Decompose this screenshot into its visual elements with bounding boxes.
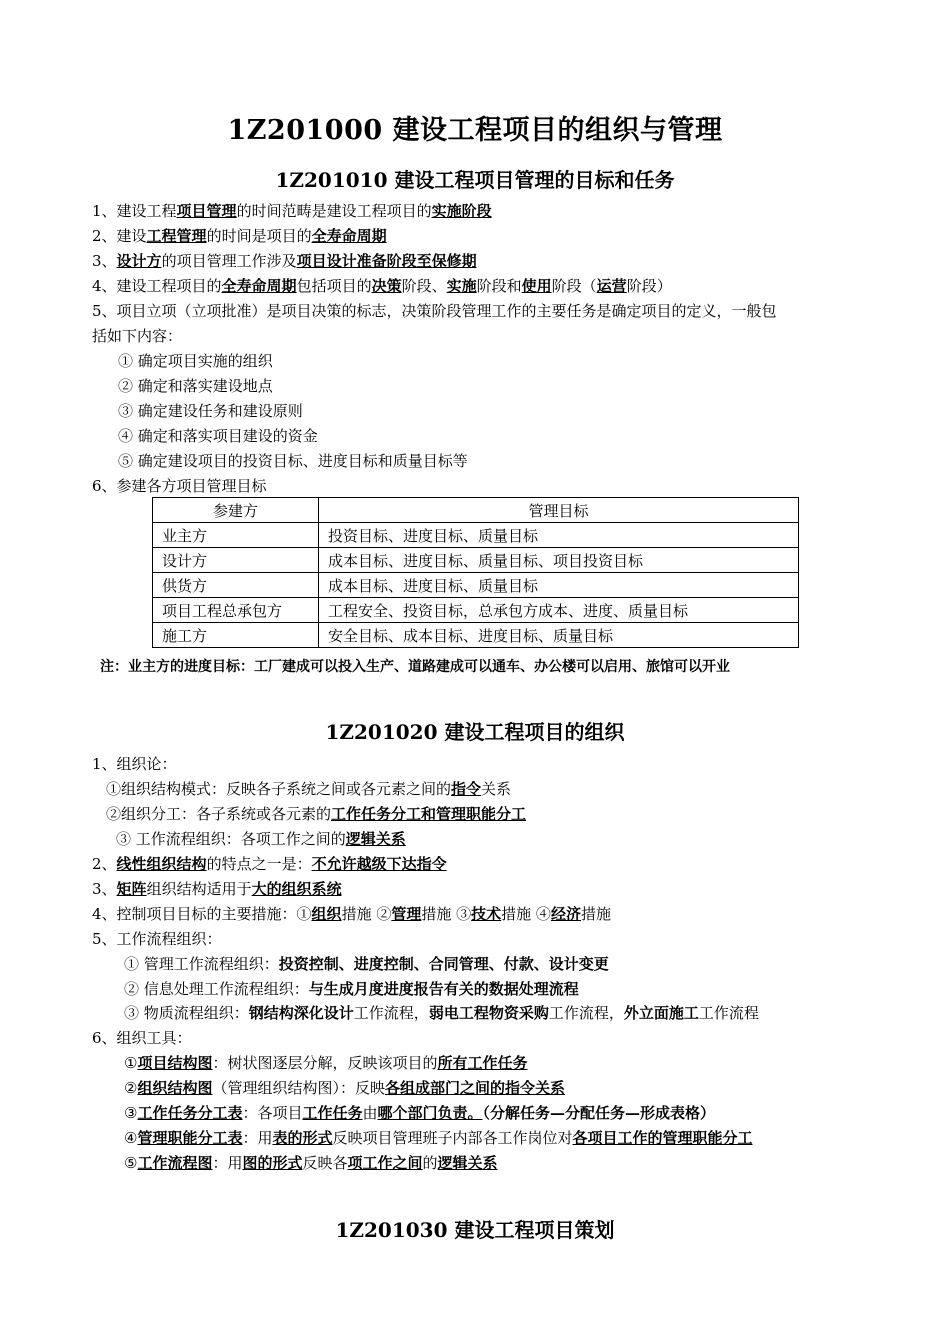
table-cell: 工程安全、投资目标，总承包方成本、进度、质量目标 — [319, 598, 799, 623]
org-point-6: 6、组织工具： — [92, 1029, 192, 1047]
list-item: ④ 确定和落实项目建设的资金 — [118, 427, 318, 445]
point-1: 1、建设工程项目管理的时间范畴是建设工程项目的实施阶段 — [92, 202, 492, 220]
table-row — [153, 548, 799, 573]
org-point-5: 5、工作流程组织： — [92, 930, 222, 948]
list-item: ⑤ 确定建设项目的投资目标、进度目标和质量目标等 — [118, 452, 468, 470]
table-cell: 设计方 — [153, 548, 319, 573]
document-title: 1Z201000 建设工程项目的组织与管理 — [227, 115, 723, 146]
table-cell: 供货方 — [153, 573, 319, 598]
table-cell: 成本目标、进度目标、质量目标、项目投资目标 — [319, 548, 799, 573]
list-item: ① 确定项目实施的组织 — [118, 352, 273, 370]
section-heading-1z201030: 1Z201030 建设工程项目策划 — [335, 1218, 615, 1242]
org-point-2: 2、线性组织结构的特点之一是：不允许越级下达指令 — [92, 855, 447, 873]
point-5-line-1: 5、项目立项（立项批准）是项目决策的标志，决策阶段管理工作的主要任务是确定项目的定义，一般包 — [92, 302, 777, 320]
table-cell: 投资目标、进度目标、质量目标 — [319, 523, 799, 548]
table-cell: 项目工程总承包方 — [153, 598, 319, 623]
org-point-4: 4、控制项目目标的主要措施：①组织措施 ②管理措施 ③技术措施 ④经济措施 — [92, 905, 611, 923]
column-header: 参建方 — [153, 498, 319, 523]
org-point-6-1: ①项目结构图：树状图逐层分解，反映该项目的所有工作任务 — [124, 1054, 528, 1072]
org-point-6-4: ④管理职能分工表：用表的形式反映项目管理班子内部各工作岗位对各项目工作的管理职能分工 — [124, 1129, 753, 1147]
table-row — [153, 598, 799, 623]
owner-progress-note: 注：业主方的进度目标：工厂建成可以投入生产、道路建成可以通车、办公楼可以启用、旅馆可以开业 — [100, 659, 730, 675]
point-5-line-2: 括如下内容： — [92, 327, 183, 345]
org-point-3: 3、矩阵组织结构适用于大的组织系统 — [92, 880, 342, 898]
table-cell: 成本目标、进度目标、质量目标 — [319, 573, 799, 598]
list-item: ② 确定和落实建设地点 — [118, 377, 273, 395]
point-3: 3、设计方的项目管理工作涉及项目设计准备阶段至保修期 — [92, 252, 477, 270]
table-cell: 安全目标、成本目标、进度目标、质量目标 — [319, 623, 799, 648]
org-point-1: 1、组织论： — [92, 755, 177, 773]
section-heading-1z201020: 1Z201020 建设工程项目的组织 — [325, 720, 625, 744]
table-row — [153, 573, 799, 598]
point-4: 4、建设工程项目的全寿命周期包括项目的决策阶段、实施阶段和使用阶段（运营阶段） — [92, 277, 672, 295]
org-point-1-1: ①组织结构模式：反映各子系统之间或各元素之间的指令关系 — [106, 780, 512, 798]
table-row — [153, 523, 799, 548]
table-row — [153, 623, 799, 648]
org-point-1-2: ②组织分工：各子系统或各元素的工作任务分工和管理职能分工 — [106, 805, 527, 823]
table-cell: 业主方 — [153, 523, 319, 548]
list-item: ③ 确定建设任务和建设原则 — [118, 402, 303, 420]
point-2: 2、建设工程管理的时间是项目的全寿命周期 — [92, 227, 387, 245]
org-point-5-3: ③ 物质流程组织：钢结构深化设计工作流程，弱电工程物资采购工作流程，外立面施工工作流程 — [124, 1004, 759, 1022]
column-header: 管理目标 — [319, 498, 799, 523]
org-point-1-3: ③ 工作流程组织：各项工作之间的逻辑关系 — [116, 830, 406, 848]
org-point-6-2: ②组织结构图（管理组织结构图）：反映各组成部门之间的指令关系 — [124, 1079, 565, 1097]
section-heading-1z201010: 1Z201010 建设工程项目管理的目标和任务 — [275, 168, 675, 192]
participants-goals-table — [152, 497, 799, 648]
point-6: 6、参建各方项目管理目标 — [92, 477, 267, 495]
org-point-6-5: ⑤工作流程图：用图的形式反映各项工作之间的逻辑关系 — [124, 1154, 498, 1172]
org-point-5-2: ② 信息处理工作流程组织：与生成月度进度报告有关的数据处理流程 — [124, 980, 579, 998]
org-point-5-1: ① 管理工作流程组织：投资控制、进度控制、合同管理、付款、设计变更 — [124, 955, 609, 973]
org-point-6-3: ③工作任务分工表：各项目工作任务由哪个部门负责。（分解任务—分配任务—形成表格） — [124, 1104, 716, 1122]
table-header-row — [153, 498, 799, 523]
table-cell: 施工方 — [153, 623, 319, 648]
